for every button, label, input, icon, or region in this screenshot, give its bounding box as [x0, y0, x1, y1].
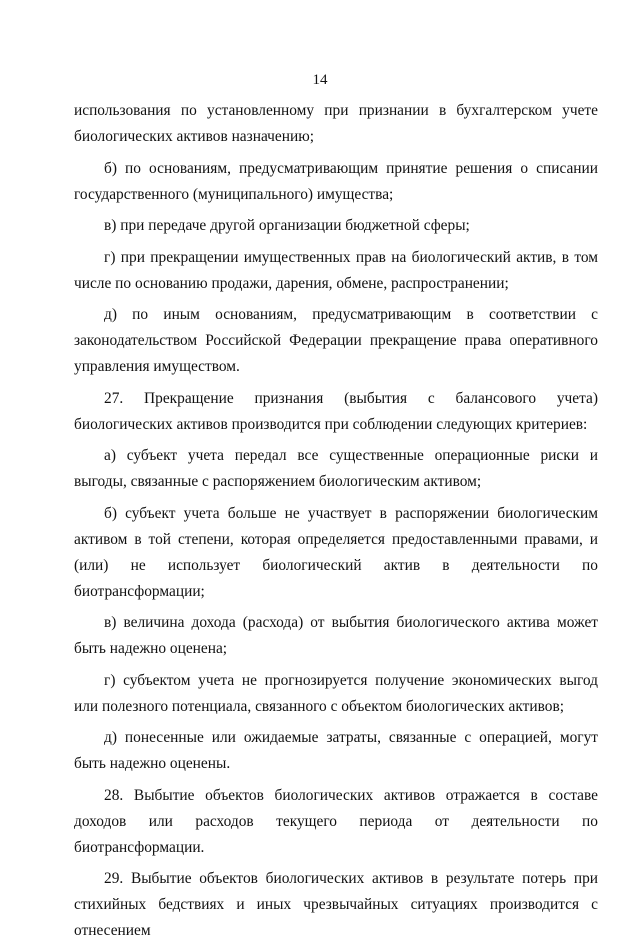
paragraph-item-d: д) по иным основаниям, предусматривающим в соответствии с законодательством Российской Федерации прекращение права оперативного управления имуществом.	[74, 306, 598, 375]
paragraph-criterion-g: г) субъектом учета не прогнозируется получение экономических выгод или полезного потенциала, связанного с объектом биологических активов;	[74, 671, 598, 715]
paragraph-criterion-b: б) субъект учета больше не участвует в распоряжении биологическим активом в той степени, которая определяется предоставленными правами, и (или) не использует биологический актив в деятельности по биотрансформации;	[74, 504, 598, 600]
paragraph-clause-29: 29. Выбытие объектов биологических активов в результате потерь при стихийных бедствиях и иных чрезвычайных ситуациях производится с отнесением	[74, 870, 598, 939]
paragraph-item-v: в) при передаче другой организации бюджетной сферы;	[104, 217, 470, 234]
paragraph-clause-28: 28. Выбытие объектов биологических активов отражается в составе доходов или расходов текущего периода от деятельности по биотрансформации.	[74, 786, 598, 856]
paragraph-criterion-v: в) величина дохода (расхода) от выбытия биологического актива может быть надежно оценена;	[74, 614, 598, 657]
paragraph-item-b: б) по основаниям, предусматривающим принятие решения о списании государственного (муниципального) имущества;	[74, 159, 598, 203]
paragraph-item-g: г) при прекращении имущественных прав на биологический актив, в том числе по основанию продажи, дарения, обмене, распространении;	[74, 248, 598, 292]
paragraph-continuation: использования по установленному при признании в бухгалтерском учете биологических активов назначению;	[74, 102, 598, 145]
page-number: 14	[312, 72, 328, 88]
paragraph-criterion-a: а) субъект учета передал все существенные операционные риски и выгоды, связанные с распоряжением биологическим активом;	[74, 447, 598, 490]
document-body	[74, 98, 598, 950]
paragraph-criterion-d: д) понесенные или ожидаемые затраты, связанные с операцией, могут быть надежно оценены.	[74, 729, 598, 772]
paragraph-clause-27: 27. Прекращение признания (выбытия с балансового учета) биологических активов производится при соблюдении следующих критериев:	[74, 389, 598, 433]
